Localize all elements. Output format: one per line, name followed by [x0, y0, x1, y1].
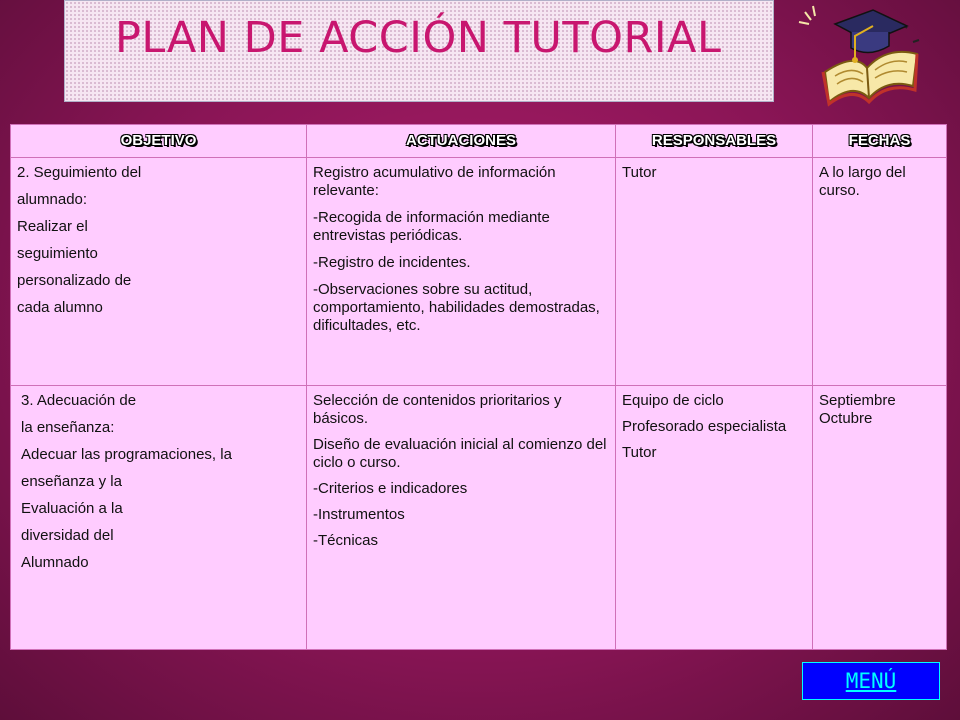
actuacion-item: -Registro de incidentes.: [313, 254, 471, 271]
header-actuaciones: [307, 125, 616, 158]
actuacion-item: -Técnicas: [313, 532, 379, 549]
actuacion-item: -Recogida de información mediante entrevistas periódicas.: [313, 209, 550, 244]
cell-responsables: [616, 158, 813, 386]
objetivo-line: Evaluación a la: [21, 500, 123, 517]
table-header-row: [11, 125, 947, 158]
cell-fechas: [813, 386, 947, 650]
objetivo-line: cada alumno: [17, 299, 103, 316]
responsable-item: Tutor: [622, 164, 657, 181]
page-title: PLAN DE ACCIÓN TUTORIAL: [115, 13, 722, 63]
objetivo-line: alumnado:: [17, 191, 88, 208]
cell-fechas: [813, 158, 947, 386]
title-banner: [64, 0, 774, 102]
objetivo-line: la enseñanza:: [21, 419, 115, 436]
header-responsables: [616, 125, 813, 158]
objetivo-line: diversidad del: [21, 527, 114, 544]
objetivo-line: enseñanza y la: [21, 473, 122, 490]
action-plan-table: [10, 124, 947, 650]
cell-objetivo: [11, 386, 307, 650]
fecha-item: Septiembre Octubre: [819, 392, 896, 427]
actuacion-item: Diseño de evaluación inicial al comienzo del ciclo o curso.: [313, 436, 607, 471]
objetivo-line: Adecuar las programaciones, la: [21, 446, 232, 463]
header-label: ACTUACIONES: [405, 132, 516, 149]
responsable-item: Tutor: [622, 444, 657, 461]
objetivo-line: 2. Seguimiento del: [17, 164, 142, 181]
header-label: RESPONSABLES: [651, 132, 777, 149]
header-label: OBJETIVO: [120, 132, 197, 149]
objetivo-line: 3. Adecuación de: [21, 392, 137, 409]
actuacion-item: Selección de contenidos prioritarios y básicos.: [313, 392, 562, 427]
cell-responsables: [616, 386, 813, 650]
objetivo-line: Realizar el: [17, 218, 88, 235]
header-objetivo: [11, 125, 307, 158]
cell-actuaciones: [307, 386, 616, 650]
actuacion-item: Registro acumulativo de información relevante:: [313, 164, 556, 199]
header-fechas: [813, 125, 947, 158]
table-row: [11, 158, 947, 386]
actuacion-item: -Criterios e indicadores: [313, 480, 468, 497]
objetivo-line: seguimiento: [17, 245, 98, 262]
fecha-item: A lo largo del curso.: [819, 164, 906, 199]
responsable-item: Equipo de ciclo: [622, 392, 724, 409]
cell-objetivo: [11, 158, 307, 386]
header-label: FECHAS: [848, 132, 911, 149]
table-row: [11, 386, 947, 650]
objetivo-line: personalizado de: [17, 272, 132, 289]
graduation-cap-book-icon: [795, 2, 930, 110]
menu-button[interactable]: MENÚ: [802, 662, 940, 700]
cell-actuaciones: [307, 158, 616, 386]
responsable-item: Profesorado especialista: [622, 418, 787, 435]
objetivo-line: Alumnado: [21, 554, 89, 571]
actuacion-item: -Instrumentos: [313, 506, 405, 523]
actuacion-item: -Observaciones sobre su actitud, comportamiento, habilidades demostradas, dificultades, etc.: [313, 281, 600, 334]
